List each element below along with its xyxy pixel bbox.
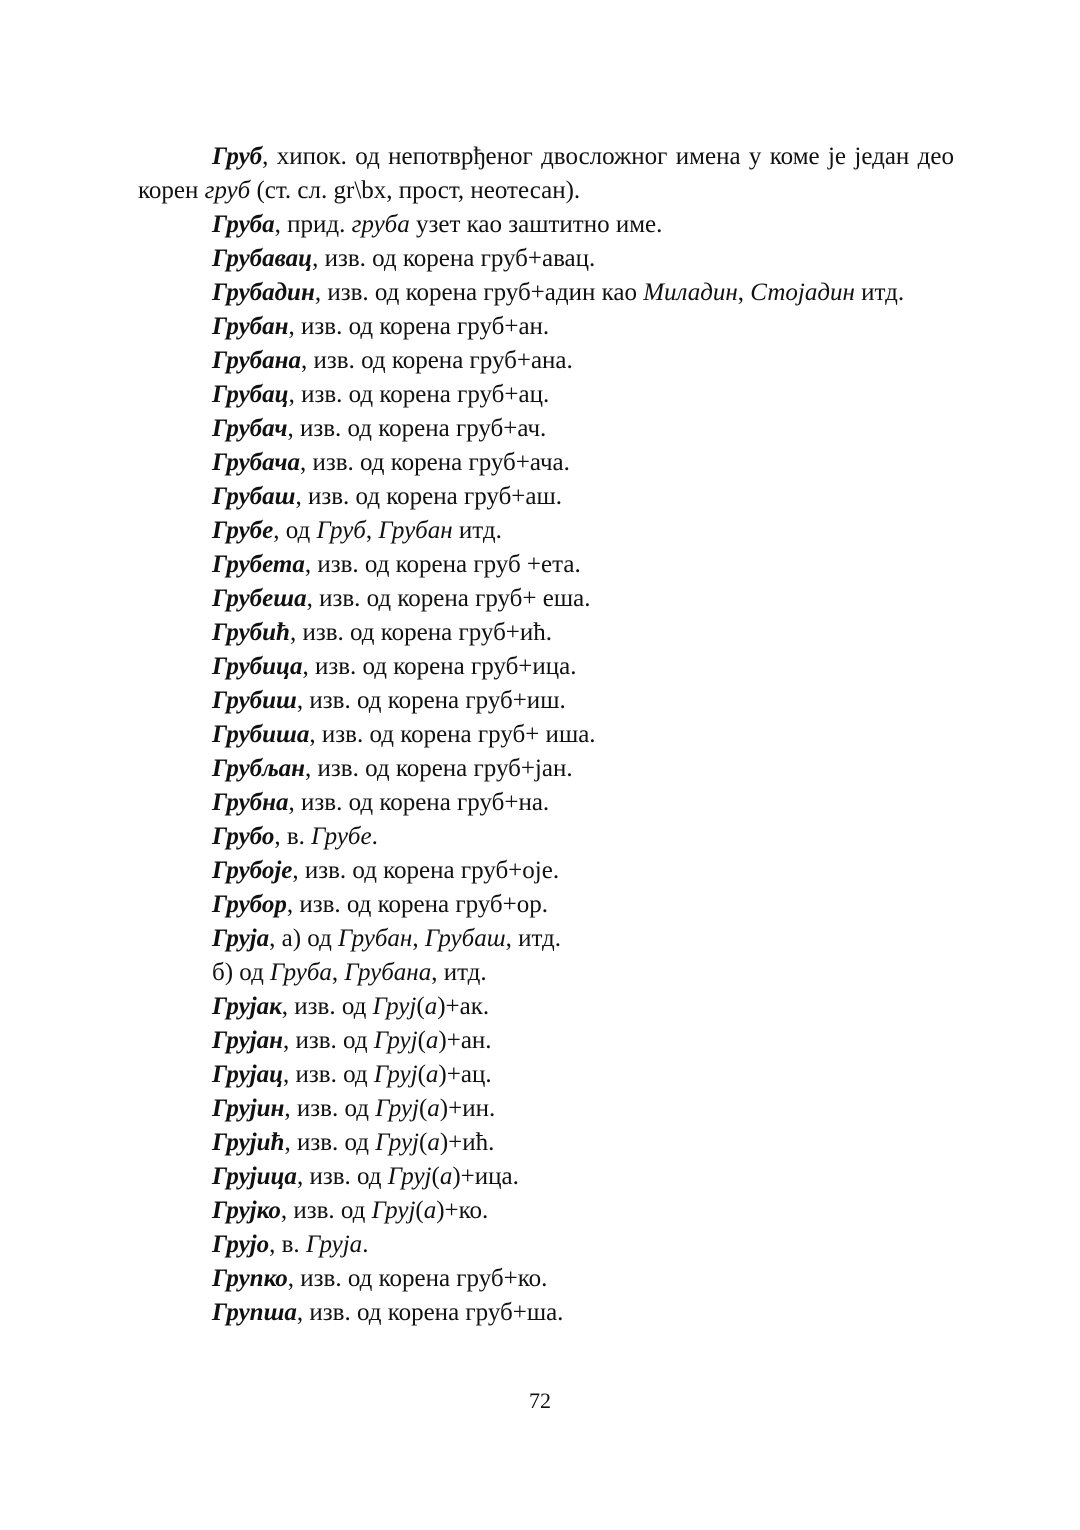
entry-text: , изв. од корена груб+ша. <box>296 1299 564 1326</box>
entry-italic-text: Стојадин <box>750 279 855 306</box>
entry-text: , изв. од корена груб+на. <box>288 789 550 816</box>
entry-headword: Грубор <box>212 891 287 918</box>
dictionary-entry <box>138 1262 954 1296</box>
entry-italic-text: Груј <box>373 1027 418 1054</box>
entry-headword: Грујица <box>212 1163 297 1190</box>
entry-headword: Груба <box>212 211 275 238</box>
entry-text: ( <box>431 1163 440 1190</box>
dictionary-entry <box>138 140 954 208</box>
page-number: 72 <box>529 1388 551 1413</box>
entry-headword: Грубадин <box>212 279 315 306</box>
entry-headword: Грубљан <box>212 755 306 782</box>
entry-text: )+ац. <box>438 1061 492 1088</box>
entry-text: )+ко. <box>436 1197 489 1224</box>
dictionary-entry <box>138 820 954 854</box>
entry-italic-text: груба <box>351 211 410 238</box>
entry-headword: Грубиша <box>212 721 310 748</box>
entry-text: итд. <box>452 517 502 544</box>
entry-headword: Грубац <box>212 381 289 408</box>
dictionary-entry <box>138 1194 954 1228</box>
entry-italic-text: Груј <box>371 1197 416 1224</box>
entry-text: , изв. од корена груб+ор. <box>286 891 548 918</box>
entry-text: , изв. од корена груб+ко. <box>287 1265 548 1292</box>
entry-text: , изв. од корена груб+ача. <box>299 449 570 476</box>
entry-text: , изв. од корена груб+ић. <box>289 619 553 646</box>
entry-text: , изв. од корена груб+ац. <box>288 381 550 408</box>
entry-text: )+ин. <box>439 1095 496 1122</box>
entry-text: , итд. <box>431 959 487 986</box>
entry-text: , изв. од корена груб +ета. <box>304 551 581 578</box>
dictionary-entry <box>138 1058 954 1092</box>
dictionary-entry <box>138 786 954 820</box>
entry-text: , изв. од <box>283 1061 374 1088</box>
entry-text: ( <box>417 1061 426 1088</box>
dictionary-entry <box>138 1024 954 1058</box>
entry-italic-text: а <box>427 1095 440 1122</box>
entry-italic-text: Груј <box>387 1163 432 1190</box>
entry-headword: Грујић <box>212 1129 285 1156</box>
entry-text: ( <box>419 1129 428 1156</box>
entry-headword: Грубач <box>212 415 288 442</box>
entry-italic-text: а <box>439 1163 453 1190</box>
entry-text: , од <box>273 517 317 544</box>
entry-headword: Грубна <box>212 789 289 816</box>
entry-italic-text: Груб <box>316 517 366 544</box>
dictionary-entry <box>138 888 954 922</box>
entry-italic-text: Груба <box>270 959 332 986</box>
entry-text: ( <box>418 1095 428 1122</box>
dictionary-entry <box>138 1126 954 1160</box>
entry-italic-text: Груја <box>305 1231 363 1258</box>
dictionary-entry <box>138 1092 954 1126</box>
dictionary-entry <box>138 1228 954 1262</box>
entry-text: , изв. од <box>283 1027 374 1054</box>
dictionary-entry <box>138 276 954 310</box>
dictionary-entry <box>138 990 954 1024</box>
entry-text: , изв. од <box>280 1197 372 1224</box>
entry-italic-text: Грубаш <box>424 925 506 952</box>
dictionary-entry <box>138 854 954 888</box>
entry-headword: Грубе <box>212 517 274 544</box>
entry-headword: Групша <box>212 1299 297 1326</box>
entry-text: , хипок. од непотврђеног двосложног имена у коме је један део корен <box>138 143 954 204</box>
entry-text: , изв. од корена груб+ еша. <box>306 585 591 612</box>
dictionary-entry <box>138 1160 954 1194</box>
entry-text: )+ица. <box>452 1163 519 1190</box>
entry-headword: Грубета <box>212 551 305 578</box>
entry-text: )+ан. <box>438 1027 492 1054</box>
entry-headword: Грубић <box>212 619 290 646</box>
dictionary-page <box>138 140 954 1330</box>
entry-text: , <box>412 925 425 952</box>
dictionary-entry <box>138 616 954 650</box>
entry-text: , в. <box>274 823 312 850</box>
entry-text: , в. <box>269 1231 306 1258</box>
entry-headword: Грубавац <box>212 245 313 272</box>
entry-headword: Грујо <box>212 1231 270 1258</box>
entry-text: , изв. од корена груб+оје. <box>292 857 560 884</box>
dictionary-entry <box>138 1296 954 1330</box>
entry-headword: Груб <box>212 143 263 170</box>
entry-headword: Грубача <box>212 449 300 476</box>
entry-text: , изв. од корена груб+авац. <box>312 245 596 272</box>
entry-headword: Грујак <box>212 993 282 1020</box>
dictionary-entry <box>138 412 954 446</box>
entry-headword: Грујац <box>212 1061 284 1088</box>
dictionary-entry <box>138 582 954 616</box>
entry-headword: Групко <box>212 1265 288 1292</box>
dictionary-entry <box>138 752 954 786</box>
entry-text: . <box>371 823 378 850</box>
entry-text: , итд. <box>505 925 562 952</box>
entry-headword: Грујан <box>212 1027 283 1054</box>
entry-text: , <box>737 279 751 306</box>
entry-text: . <box>362 1231 369 1258</box>
entry-headword: Грујин <box>212 1095 285 1122</box>
entry-text: , изв. од корена груб+иш. <box>296 687 566 714</box>
entry-text: б) од <box>212 959 271 986</box>
entry-italic-text: груб <box>204 177 251 204</box>
entry-italic-text: а <box>425 1027 439 1054</box>
entry-text: , изв. од <box>284 1095 376 1122</box>
entry-headword: Грубана <box>212 347 302 374</box>
entry-italic-text: Миладин <box>643 279 738 306</box>
entry-text: , изв. од корена груб+ана. <box>301 347 573 374</box>
entry-headword: Грубан <box>212 313 289 340</box>
entry-text: , изв. од <box>281 993 373 1020</box>
entry-text: , <box>331 959 345 986</box>
dictionary-entry <box>138 718 954 752</box>
entry-text: , изв. од корена груб+јан. <box>305 755 573 782</box>
dictionary-entry <box>138 344 954 378</box>
entry-text: ( <box>417 1027 426 1054</box>
dictionary-entry <box>138 956 954 990</box>
dictionary-entry <box>138 514 954 548</box>
entry-headword: Грубаш <box>212 483 296 510</box>
entry-italic-text: Груј <box>372 993 417 1020</box>
entry-headword: Груја <box>212 925 270 952</box>
entry-italic-text: Груј <box>373 1061 418 1088</box>
dictionary-entry <box>138 310 954 344</box>
entry-text: , изв. од корена груб+аш. <box>295 483 563 510</box>
entry-headword: Грујко <box>212 1197 281 1224</box>
entry-headword: Грубоје <box>212 857 293 884</box>
entry-text: , изв. од <box>296 1163 388 1190</box>
entry-text: , изв. од корена груб+ач. <box>287 415 547 442</box>
entry-text: , изв. од корена груб+адин као <box>314 279 644 306</box>
entry-italic-text: Грубана <box>344 959 432 986</box>
entry-headword: Грубица <box>212 653 303 680</box>
entry-italic-text: Грубан <box>378 517 453 544</box>
entry-italic-text: Грубе <box>311 823 372 850</box>
entry-text: , изв. од <box>284 1129 376 1156</box>
entry-headword: Грубеша <box>212 585 307 612</box>
entry-italic-text: Груј <box>375 1129 419 1156</box>
entry-italic-text: а <box>425 1061 439 1088</box>
dictionary-entry <box>138 684 954 718</box>
entry-italic-text: а <box>427 1129 440 1156</box>
entry-text: , изв. од корена груб+ица. <box>302 653 577 680</box>
entry-text: ( <box>416 993 425 1020</box>
entry-text: , прид. <box>274 211 352 238</box>
entry-italic-text: Груј <box>375 1095 419 1122</box>
dictionary-entry <box>138 242 954 276</box>
entry-text: , изв. од корена груб+ иша. <box>309 721 596 748</box>
entry-italic-text: а <box>423 1197 437 1224</box>
entry-text: (ст. сл. gr\bx, прост, неотесан). <box>250 177 581 204</box>
entry-headword: Грубиш <box>212 687 297 714</box>
entry-text: , изв. од корена груб+ан. <box>288 313 550 340</box>
dictionary-entry <box>138 378 954 412</box>
entry-text: )+ић. <box>439 1129 495 1156</box>
dictionary-entry <box>138 548 954 582</box>
dictionary-entry <box>138 446 954 480</box>
entry-italic-text: Грубан <box>338 925 413 952</box>
dictionary-entry <box>138 208 954 242</box>
entry-headword: Грубо <box>212 823 275 850</box>
entry-text: узет као заштитно име. <box>409 211 663 238</box>
entry-italic-text: а <box>424 993 438 1020</box>
entry-text: итд. <box>854 279 905 306</box>
entry-text: ( <box>415 1197 424 1224</box>
dictionary-entry <box>138 922 954 956</box>
dictionary-entry <box>138 480 954 514</box>
entry-text: )+ак. <box>437 993 490 1020</box>
dictionary-entry <box>138 650 954 684</box>
entry-text: , а) од <box>269 925 339 952</box>
entry-text: , <box>365 517 379 544</box>
